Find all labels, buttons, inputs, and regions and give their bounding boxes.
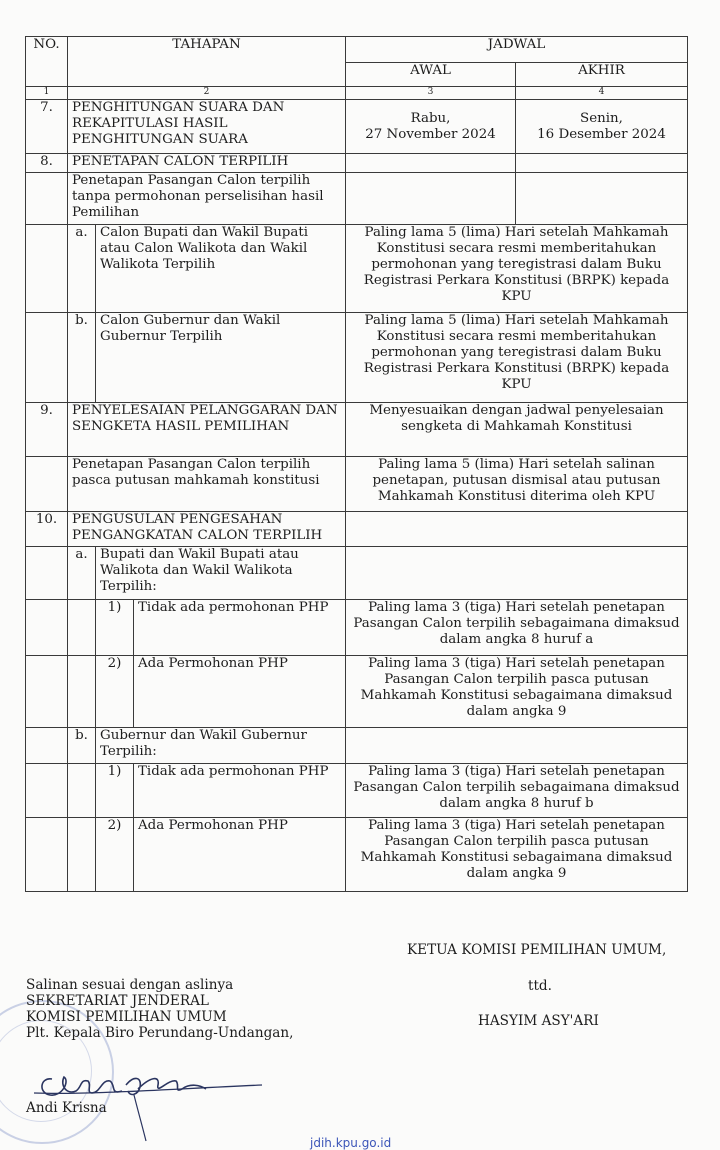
salinan-line: SEKRETARIAT JENDERAL — [26, 993, 209, 1009]
column-number: 1 — [26, 87, 68, 100]
ketua-name: HASYIM ASY'ARI — [478, 1013, 599, 1029]
table-row — [26, 512, 688, 547]
row-number: 9. — [26, 403, 68, 457]
row-tahapan: PENGHITUNGAN SUARA DAN REKAPITULASI HASIL PENGHITUNGAN SUARA — [68, 100, 346, 154]
schedule-table — [25, 36, 688, 892]
table-row — [26, 547, 688, 600]
row-number — [26, 818, 68, 892]
row-subnumber: 1) — [96, 600, 134, 656]
table-row — [26, 154, 688, 173]
row-letter — [68, 656, 96, 728]
row-tahapan: Tidak ada permohonan PHP — [134, 764, 346, 818]
row-jadwal — [346, 512, 688, 547]
row-jadwal: Paling lama 5 (lima) Hari setelah salinan penetapan, putusan dismisal atau putusan Mahkamah Konstitusi diterima oleh KPU — [346, 457, 688, 512]
table-row — [26, 403, 688, 457]
salinan-block — [26, 977, 293, 1041]
row-tahapan: Penetapan Pasangan Calon terpilih tanpa permohonan perselisihan hasil Pemilihan — [68, 173, 346, 225]
header-no: NO. — [26, 37, 68, 87]
table-row — [26, 818, 688, 892]
table-row — [26, 764, 688, 818]
row-jadwal: Paling lama 3 (tiga) Hari setelah penetapan Pasangan Calon terpilih sebagaimana dimaksud dalam angka 8 huruf a — [346, 600, 688, 656]
row-number — [26, 173, 68, 225]
row-awal — [346, 173, 516, 225]
row-tahapan: Calon Bupati dan Wakil Bupati atau Calon Walikota dan Wakil Walikota Terpilih — [96, 225, 346, 313]
row-letter: a. — [68, 547, 96, 600]
ttd-label: ttd. — [528, 978, 552, 994]
column-number: 4 — [516, 87, 688, 100]
row-number — [26, 547, 68, 600]
signer-name: Andi Krisna — [26, 1100, 107, 1116]
row-subnumber: 2) — [96, 818, 134, 892]
row-tahapan: Ada Permohonan PHP — [134, 818, 346, 892]
row-number — [26, 600, 68, 656]
header-jadwal: JADWAL — [346, 37, 688, 63]
row-tahapan: Ada Permohonan PHP — [134, 656, 346, 728]
row-number — [26, 656, 68, 728]
table-row — [26, 100, 688, 154]
row-akhir: Senin, 16 Desember 2024 — [516, 100, 688, 154]
row-number — [26, 728, 68, 764]
row-subnumber: 2) — [96, 656, 134, 728]
row-awal: Rabu, 27 November 2024 — [346, 100, 516, 154]
row-letter: b. — [68, 728, 96, 764]
salinan-line: KOMISI PEMILIHAN UMUM — [26, 1009, 227, 1025]
row-letter: a. — [68, 225, 96, 313]
row-letter — [68, 818, 96, 892]
row-letter: b. — [68, 313, 96, 403]
row-number — [26, 225, 68, 313]
row-tahapan: Penetapan Pasangan Calon terpilih pasca putusan mahkamah konstitusi — [68, 457, 346, 512]
row-number: 10. — [26, 512, 68, 547]
row-akhir — [516, 154, 688, 173]
row-number — [26, 313, 68, 403]
header-tahapan: TAHAPAN — [68, 37, 346, 87]
column-number: 3 — [346, 87, 516, 100]
row-jadwal: Paling lama 5 (lima) Hari setelah Mahkamah Konstitusi secara resmi memberitahukan permohonan yang teregistrasi dalam Buku Registrasi Perkara Konstitusi (BRPK) kepada KPU — [346, 225, 688, 313]
header-akhir: AKHIR — [516, 63, 688, 87]
row-tahapan: Bupati dan Wakil Bupati atau Walikota dan Wakil Walikota Terpilih: — [96, 547, 346, 600]
salinan-line: Plt. Kepala Biro Perundang-Undangan, — [26, 1025, 294, 1041]
row-number — [26, 764, 68, 818]
footer-url[interactable]: jdih.kpu.go.id — [310, 1136, 392, 1150]
table-row — [26, 656, 688, 728]
header-awal: AWAL — [346, 63, 516, 87]
row-jadwal: Menyesuaikan dengan jadwal penyelesaian sengketa di Mahkamah Konstitusi — [346, 403, 688, 457]
row-letter — [68, 764, 96, 818]
row-jadwal — [346, 547, 688, 600]
row-jadwal: Paling lama 3 (tiga) Hari setelah penetapan Pasangan Calon terpilih pasca putusan Mahkamah Konstitusi sebagaimana dimaksud dalam angka 9 — [346, 818, 688, 892]
ketua-title: KETUA KOMISI PEMILIHAN UMUM, — [407, 942, 667, 958]
row-number: 7. — [26, 100, 68, 154]
row-number: 8. — [26, 154, 68, 173]
table-row — [26, 728, 688, 764]
row-tahapan: PENETAPAN CALON TERPILIH — [68, 154, 346, 173]
row-jadwal — [346, 728, 688, 764]
row-awal — [346, 154, 516, 173]
row-letter — [68, 600, 96, 656]
row-jadwal: Paling lama 5 (lima) Hari setelah Mahkamah Konstitusi secara resmi memberitahukan permohonan yang teregistrasi dalam Buku Registrasi Perkara Konstitusi (BRPK) kepada KPU — [346, 313, 688, 403]
row-tahapan: PENGUSULAN PENGESAHAN PENGANGKATAN CALON TERPILIH — [68, 512, 346, 547]
row-tahapan: Calon Gubernur dan Wakil Gubernur Terpilih — [96, 313, 346, 403]
table-row — [26, 600, 688, 656]
row-jadwal: Paling lama 3 (tiga) Hari setelah penetapan Pasangan Calon terpilih pasca putusan Mahkamah Konstitusi sebagaimana dimaksud dalam angka 9 — [346, 656, 688, 728]
row-tahapan: Tidak ada permohonan PHP — [134, 600, 346, 656]
table-row — [26, 225, 688, 313]
row-tahapan: Gubernur dan Wakil Gubernur Terpilih: — [96, 728, 346, 764]
row-jadwal: Paling lama 3 (tiga) Hari setelah penetapan Pasangan Calon terpilih sebagaimana dimaksud dalam angka 8 huruf b — [346, 764, 688, 818]
row-akhir — [516, 173, 688, 225]
table-row — [26, 173, 688, 225]
row-subnumber: 1) — [96, 764, 134, 818]
row-tahapan: PENYELESAIAN PELANGGARAN DAN SENGKETA HASIL PEMILIHAN — [68, 403, 346, 457]
table-row — [26, 313, 688, 403]
table-row — [26, 457, 688, 512]
row-number — [26, 457, 68, 512]
salinan-line: Salinan sesuai dengan aslinya — [26, 977, 234, 993]
column-number: 2 — [68, 87, 346, 100]
